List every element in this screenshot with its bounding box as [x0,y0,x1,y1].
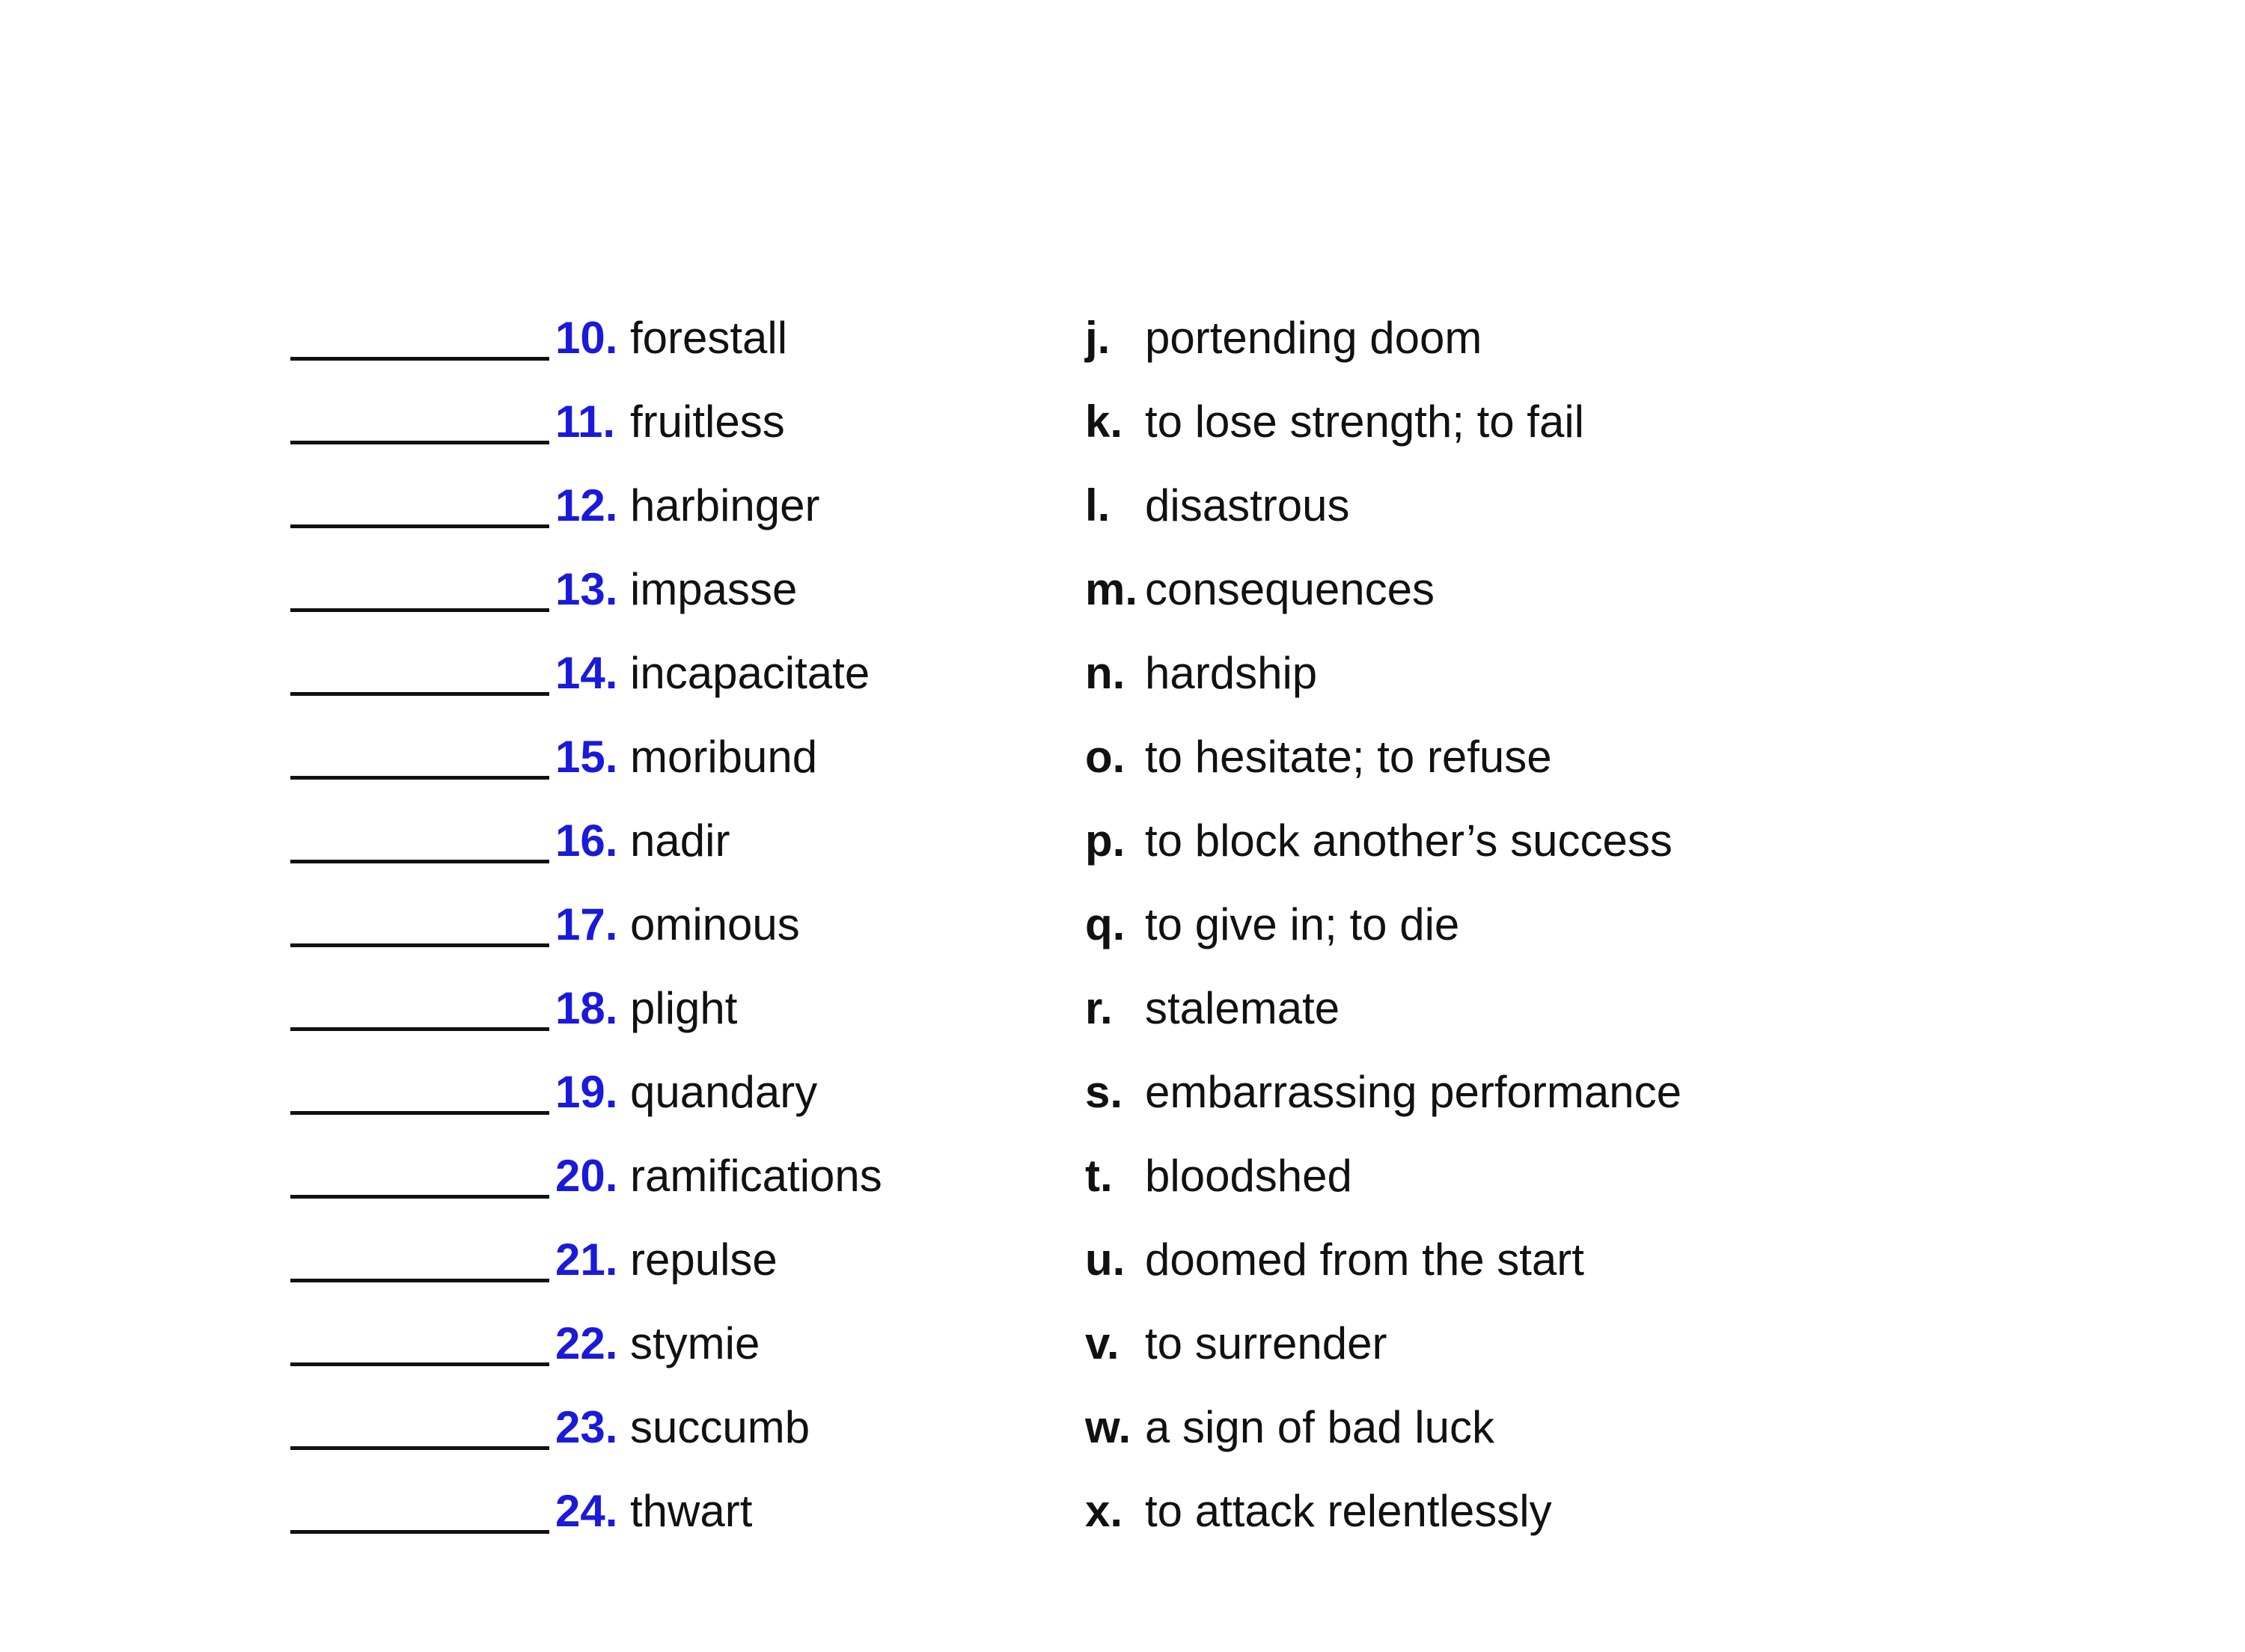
answer-blank[interactable] [290,651,549,696]
answer-blank[interactable] [290,316,549,361]
term-number: 16. [555,816,618,866]
definition-letter: q. [1085,899,1125,949]
term-row [290,444,882,528]
term-word: moribund [630,732,818,782]
answer-blank[interactable] [290,1489,549,1534]
definition-text: to hesitate; to refuse [1145,732,1552,782]
term-word: ominous [630,899,800,949]
term-number: 23. [555,1402,618,1452]
definition-row [1085,612,1682,696]
definition-letter: w. [1085,1402,1131,1452]
definition-letter: o. [1085,732,1125,782]
definition-letter: u. [1085,1235,1125,1285]
definition-row [1085,528,1682,612]
term-number: 13. [555,564,618,614]
term-number: 15. [555,732,618,782]
term-row [290,1199,882,1285]
definitions-column [1085,277,1682,1534]
term-word: ramifications [630,1151,882,1201]
term-word: forestall [630,313,788,363]
term-row [290,528,882,612]
definition-letter: t. [1085,1151,1113,1201]
definition-letter: v. [1085,1318,1120,1368]
definition-letter: p. [1085,816,1125,866]
term-row [290,947,882,1031]
term-word: repulse [630,1235,778,1285]
definition-text: to attack relentlessly [1145,1486,1552,1536]
term-row [290,780,882,866]
term-row [290,361,882,447]
answer-blank[interactable] [290,1405,549,1450]
definition-text: embarrassing performance [1145,1067,1682,1117]
term-row [290,1115,882,1199]
definition-text: a sign of bad luck [1145,1402,1494,1452]
definition-row [1085,1450,1682,1534]
term-number: 19. [555,1067,618,1117]
definition-text: to give in; to die [1145,899,1460,949]
term-number: 17. [555,899,618,949]
definition-text: portending doom [1145,313,1482,363]
definition-text: consequences [1145,564,1435,614]
definition-text: stalemate [1145,983,1340,1033]
term-number: 12. [555,480,618,530]
definition-row [1085,780,1682,866]
term-row [290,1366,882,1450]
definition-row [1085,361,1682,447]
answer-blank[interactable] [290,1070,549,1115]
definition-text: to lose strength; to fail [1145,397,1584,447]
term-number: 22. [555,1318,618,1368]
definition-row [1085,1115,1682,1199]
term-word: nadir [630,816,730,866]
definition-row [1085,1031,1682,1115]
answer-blank[interactable] [290,986,549,1031]
definition-text: to block another’s success [1145,816,1673,866]
term-word: fruitless [630,397,785,447]
answer-blank[interactable] [290,1238,549,1282]
answer-blank[interactable] [290,483,549,528]
definition-letter: l. [1085,480,1111,530]
definition-row [1085,444,1682,528]
term-word: stymie [630,1318,760,1368]
definition-row [1085,1282,1682,1366]
answer-blank[interactable] [290,567,549,612]
term-word: thwart [630,1486,753,1536]
term-row [290,1031,882,1115]
term-number: 11. [555,397,616,447]
term-row [290,696,882,780]
answer-blank[interactable] [290,902,549,947]
term-number: 21. [555,1235,618,1285]
term-number: 24. [555,1486,618,1536]
answer-blank[interactable] [290,735,549,780]
term-word: harbinger [630,480,820,530]
definition-row [1085,947,1682,1031]
term-number: 10. [555,313,618,363]
definition-text: hardship [1145,648,1318,698]
definition-letter: m. [1085,564,1138,614]
definition-text: to surrender [1145,1318,1387,1368]
term-number: 18. [555,983,618,1033]
term-number: 20. [555,1151,618,1201]
term-row [290,1450,882,1534]
answer-blank[interactable] [290,400,549,444]
term-row [290,612,882,696]
definition-text: bloodshed [1145,1151,1352,1201]
definition-letter: r. [1085,983,1113,1033]
term-word: incapacitate [630,648,870,698]
term-row [290,863,882,947]
definition-letter: x. [1085,1486,1123,1536]
definition-text: disastrous [1145,480,1350,530]
term-word: plight [630,983,738,1033]
definition-row [1085,277,1682,361]
term-word: impasse [630,564,798,614]
definition-letter: j. [1085,313,1111,363]
answer-blank[interactable] [290,1154,549,1199]
definition-letter: n. [1085,648,1125,698]
terms-column [290,277,882,1534]
answer-blank[interactable] [290,819,549,863]
definition-row [1085,863,1682,947]
term-row [290,277,882,361]
definition-row [1085,696,1682,780]
definition-text: doomed from the start [1145,1235,1584,1285]
answer-blank[interactable] [290,1321,549,1366]
definition-letter: s. [1085,1067,1123,1117]
term-row [290,1282,882,1366]
term-number: 14. [555,648,618,698]
definition-row [1085,1366,1682,1450]
definition-letter: k. [1085,397,1123,447]
term-word: quandary [630,1067,818,1117]
term-word: succumb [630,1402,810,1452]
definition-row [1085,1199,1682,1285]
